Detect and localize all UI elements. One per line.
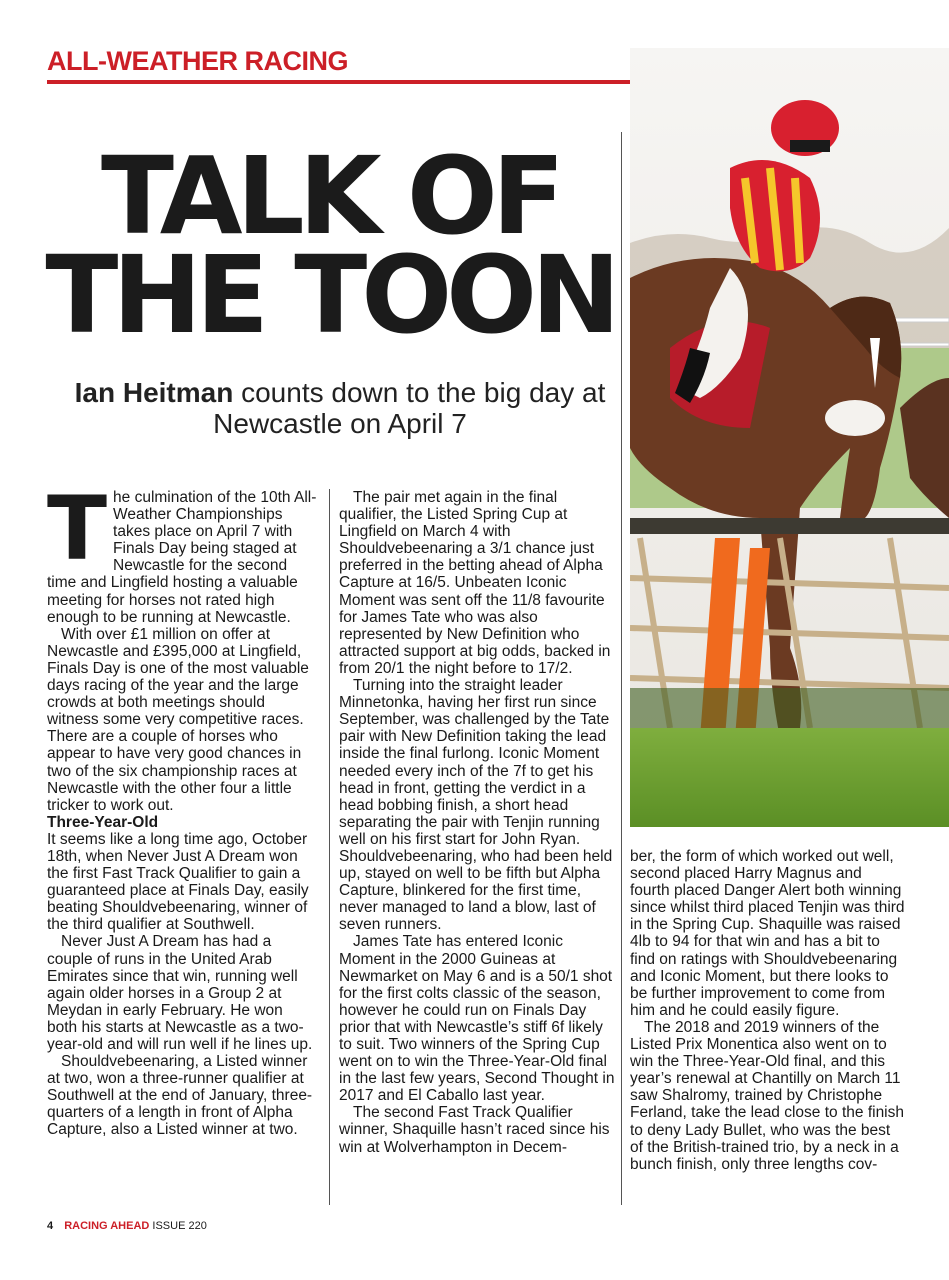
article-column-1 [47, 477, 317, 1139]
article-subhead [47, 814, 317, 831]
article-paragraph: Shouldvebeenaring, a Listed winner at two, won a three-runner qualifier at Southwell at the end of January, three-quarters of a length in front of Alpha Capture, also a Listed winner at two. [47, 1053, 313, 1139]
article-paragraph: The 2018 and 2019 winners of the Listed Prix Monentica also went on to win the Three-Year-Old final, and this year’s renewal at Chantilly on March 11 saw Shalromy, trained by Christophe Ferland, take the lead close to the finish to deny Lady Bullet, who was the best of the British-trained trio, by a neck in a bunch finish, only three lengths cov- [630, 1018, 904, 1173]
headline-line-2: THE TOON [45, 234, 615, 358]
standfirst [55, 377, 625, 439]
article-paragraph: James Tate has entered Iconic Moment in the 2000 Guineas at Newmarket on May 6 and is a 50/1 shot for the first colts classic of the season, however he could run on Finals Day prior that with Newcastle’s stiff 6f likely to suit. Two winners of the Spring Cup went on to win the Three-Year-Old final in the last few years, Second Thought in 2017 and El Caballo last year. [339, 933, 615, 1105]
article-paragraph: Never Just A Dream has had a couple of runs in the United Arab Emirates since that win, running well again older horses in a Group 2 at Meydan in early February. He won both his starts at Newcastle as a two-year-old and will run well if he lines up. [47, 933, 313, 1053]
page-number: 4 [47, 1220, 54, 1232]
section-label: ALL-WEATHER RACING [47, 46, 348, 76]
paragraph-text: he culmination of the 10th All-Weather Championships takes place on April 7 with Finals Day being staged at Newcastle for the second time and Lingfield hosting a valuable meeting for horses not rated high enough to be running at Newcastle. [47, 489, 317, 626]
subhead-text: Three-Year-Old [47, 813, 159, 831]
article-column-2 [339, 489, 615, 1156]
column-divider [329, 489, 330, 1205]
drop-cap: T [47, 477, 108, 580]
standfirst-author: Ian Heitman [74, 377, 234, 408]
issue-number: ISSUE 220 [152, 1220, 207, 1232]
standfirst-text: counts down to the big day at Newcastle on April 7 [213, 377, 606, 439]
article-paragraph: With over £1 million on offer at Newcastle and £395,000 at Lingfield, Finals Day is one of the most valuable days racing of the year and the large crowds at both meetings should witness some very competitive races. There are a couple of horses who appear to have very good chances in two of the six championship races at Newcastle with the other four a little tricker to work out. [47, 625, 309, 814]
section-rule [47, 80, 630, 84]
headline [30, 135, 630, 358]
article-paragraph [47, 477, 317, 626]
race-photo [630, 48, 949, 827]
article-paragraph: Turning into the straight leader Minnetonka, having her first run since September, was challenged by the Tate pair with New Definition taking the lead inside the final furlong. Iconic Moment needed every inch of the 7f to get his head in front, getting the verdict in a head bobbing finish, a short head separating the pair with Tenjin running well on his first start for John Ryan. Shouldvebeenaring, who had been held up, stayed on well to be fifth but Alpha Capture, blinkered for the first time, never managed to land a blow, last of seven runners. [339, 677, 613, 934]
horse-jumping-hurdle-image [630, 48, 949, 827]
article-paragraph: ber, the form of which worked out well, second placed Harry Magnus and fourth placed Danger Alert both winning since whilst third placed Tenjin was third in the Spring Cup. Shaquille was raised 4lb to 94 for that win and has a bit to find on ratings with Shouldvebeenaring and Iconic Moment, but there looks to be further improvement to come from him and he could easily figure. [630, 848, 905, 1019]
page-footer [47, 1220, 207, 1232]
article-paragraph: The second Fast Track Qualifier winner, Shaquille hasn’t raced since his win at Wolverhampton in Decem- [339, 1104, 610, 1156]
article-paragraph: It seems like a long time ago, October 18th, when Never Just A Dream won the first Fast Track Qualifier to gain a guaranteed place at Finals Day, easily beating Shouldvebeenaring, winner of the third qualifier at Southwell. [47, 830, 309, 934]
article-paragraph: The pair met again in the final qualifier, the Listed Spring Cup at Lingfield on March 4 with Shouldvebeenaring a 3/1 chance just preferred in the betting ahead of Alpha Capture at 16/5. Unbeaten Iconic Moment was sent off the 11/8 favourite for James Tate who was also represented by New Definition who attracted support at big odds, backed in from 20/1 the night before to 17/2. [339, 489, 611, 677]
magazine-name: RACING AHEAD [64, 1220, 150, 1232]
headline-line-1: TALK OF [101, 135, 559, 259]
column-divider [621, 132, 622, 1205]
article-column-3 [630, 848, 905, 1173]
